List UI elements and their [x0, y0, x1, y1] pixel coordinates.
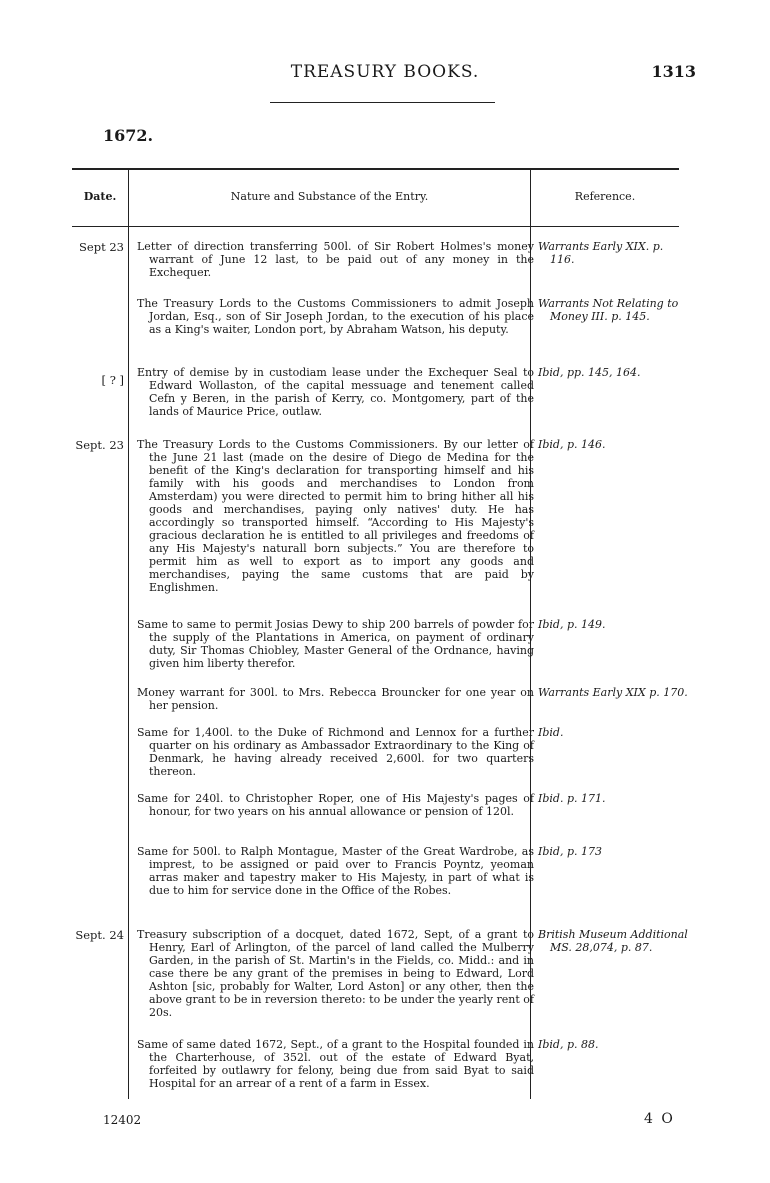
page-number: 1313	[651, 62, 696, 81]
column-header-reference: Reference.	[574, 190, 636, 203]
entry-reference: Warrants Early XIX. p. 116.	[538, 240, 664, 266]
entry-date: Sept. 23	[75, 438, 124, 452]
column-header-date: Date.	[83, 190, 117, 203]
entry-nature: Treasury subscription of a docquet, dated 1672, Sept, of a grant to Henry, Earl of Arlington, of the parcel of land called the Mulberry Garden, in the parish of St. Martin's in the Fields, co. Midd.: and in case there be any grant of the premises in being to Edward, Lord Ashton [sic, probably for Walter, Lord Aston] or any other, then the above grant to be in reversion thereto: to be under the yearly rent of 20s.	[137, 928, 534, 1019]
entry-nature: Same for 240l. to Christopher Roper, one of His Majesty's pages of honour, for two years on his annual allowance or pension of 120l.	[137, 792, 534, 818]
entry-nature: Same for 500l. to Ralph Montague, Master of the Great Wardrobe, as imprest, to be assigned or paid over to Francis Poyntz, yeoman arras maker and tapestry maker to His Majesty, in part of what is due to him for service done in the Office of the Robes.	[137, 845, 534, 897]
entry-nature: The Treasury Lords to the Customs Commissioners to admit Joseph Jordan, Esq., son of Sir Joseph Jordan, to the execution of his place as a King's waiter, London port, by Abraham Watson, his deputy.	[137, 297, 534, 336]
entry-date: Sept. 24	[75, 928, 124, 942]
entry-reference: Warrants Not Relating to Money III. p. 145.	[538, 297, 679, 323]
entry-nature: Same to same to permit Josias Dewy to ship 200 barrels of powder for the supply of the Plantations in America, on payment of ordinary duty, Sir Thomas Chiobley, Master General of the Ordnance, having given him liberty therefor.	[137, 618, 534, 670]
entry-nature: Letter of direction transferring 500l. of Sir Robert Holmes's money warrant of June 12 last, to be paid out of any money in the Exchequer.	[137, 240, 534, 279]
entry-nature: Same for 1,400l. to the Duke of Richmond and Lennox for a further quarter on his ordinary as Ambassador Extraordinary to the King of Denmark, he having already received 2,600l. for two quarters thereon.	[137, 726, 534, 778]
entry-reference: Ibid, pp. 145, 164.	[538, 366, 641, 379]
year-heading: 1672.	[103, 126, 154, 145]
entry-nature: The Treasury Lords to the Customs Commissioners. By our letter of the June 21 last (made on the desire of Diego de Medina for the benefit of the King's declaration for transporting himself and his family with his goods and merchandises to London from Amsterdam) you were directed to permit him to bring hither all his goods and merchandises, paying only natives' duty. He has accordingly so transported himself. “According to His Majesty's gracious declaration he is entitled to all privileges and freedoms of any His Majesty's naturall born subjects.” You are therefore to permit him as well to export as to import any goods and merchandises, paying the same customs that are paid by Englishmen.	[137, 438, 534, 594]
header-rule	[270, 102, 495, 103]
entry-reference: Warrants Early XIX p. 170.	[538, 686, 688, 699]
entry-reference: Ibid, p. 88.	[538, 1038, 599, 1051]
running-head	[0, 62, 770, 86]
entry-nature: Money warrant for 300l. to Mrs. Rebecca Brouncker for one year on her pension.	[137, 686, 534, 712]
column-header-nature: Nature and Substance of the Entry.	[230, 190, 429, 203]
entry-reference: Ibid, p. 173	[538, 845, 602, 858]
footer-signature: 12402	[103, 1113, 142, 1127]
table-top-rule	[72, 168, 679, 170]
entry-date: Sept 23	[79, 240, 124, 254]
entries-table	[72, 168, 688, 1099]
entry-nature: Same of same dated 1672, Sept., of a grant to the Hospital founded in the Charterhouse, of 352l. out of the estate of Edward Byat, forfeited by outlawry for felony, being due from said Byat to said Hospital for an arrear of a rent of a farm in Essex.	[137, 1038, 534, 1090]
footer-sheet-mark: 4 O	[644, 1111, 675, 1127]
table-header-rule	[72, 226, 679, 227]
entry-reference: Ibid, p. 149.	[538, 618, 606, 631]
entry-reference: British Museum Additional MS. 28,074, p. 87.	[538, 928, 688, 954]
entry-date: [ ? ]	[101, 373, 124, 387]
entry-reference: Ibid.	[538, 726, 564, 739]
entry-reference: Ibid. p. 171.	[538, 792, 606, 805]
entry-nature: Entry of demise by in custodiam lease under the Exchequer Seal to Edward Wollaston, of the capital messuage and tenement called Cefn y Beren, in the parish of Kerry, co. Montgomery, part of the lands of Maurice Price, outlaw.	[137, 366, 534, 418]
column-divider-date	[128, 168, 129, 1099]
running-title: TREASURY BOOKS.	[290, 62, 480, 82]
entry-reference: Ibid, p. 146.	[538, 438, 606, 451]
